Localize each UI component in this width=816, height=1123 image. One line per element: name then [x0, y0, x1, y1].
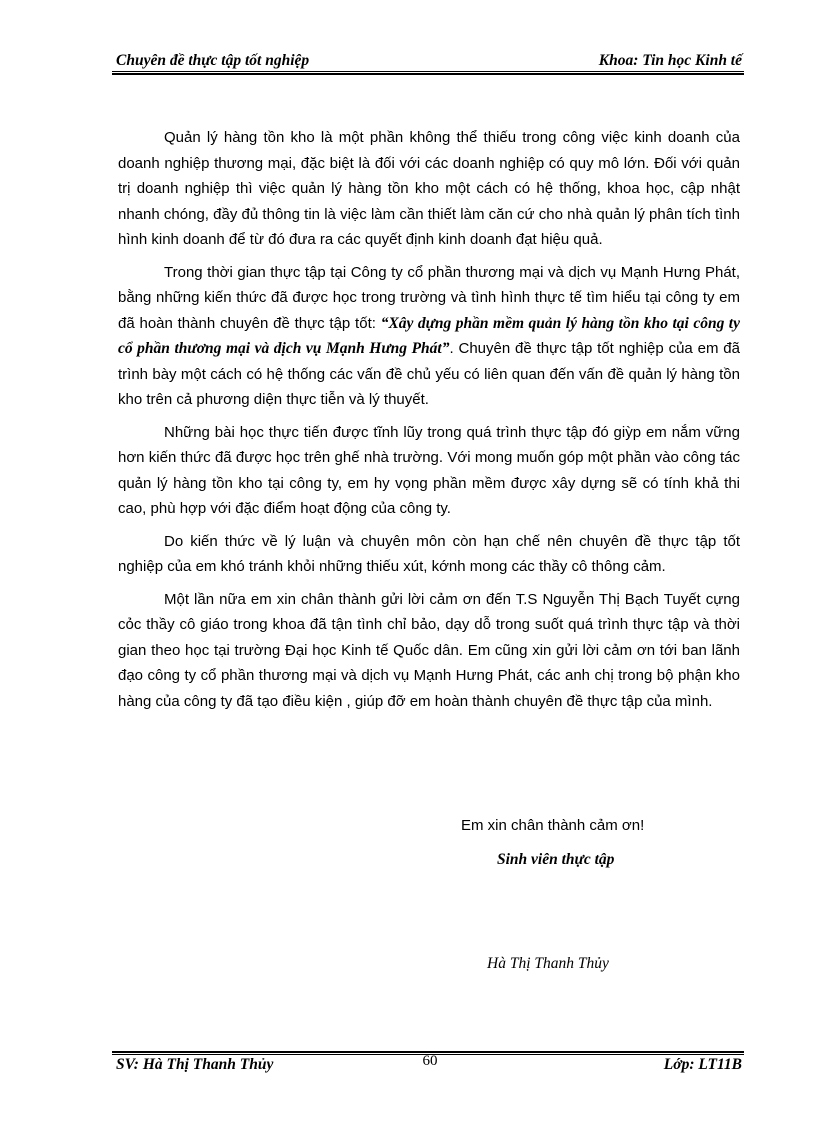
- page-number: 60: [422, 1053, 438, 1069]
- body-text: [118, 125, 740, 721]
- paragraph-3: Những bài học thực tiến được tĩnh lũy trong quá trình thực tập đó giỳp em nắm vững hơn kiến thức đã được học trên ghế nhà trường. Với mong muốn góp một phần vào công tác quản lý hàng tồn kho tại công ty, em hy vọng phần mềm được xây dựng sẽ có tính khả thi cao, phù hợp với đặc điểm hoạt động của công ty.: [118, 423, 740, 517]
- footer-student: SV: Hà Thị Thanh Thủy: [116, 1056, 274, 1073]
- thesis-title: “Xây dựng phần mềm quản lý hàng tồn kho tại công ty cổ phần thương mại và dịch vụ Mạnh Hưng Phát”: [118, 314, 740, 357]
- signer-name: Hà Thị Thanh Thủy: [487, 955, 609, 972]
- paragraph-2: [118, 260, 740, 413]
- footer-class: Lớp: LT11B: [663, 1056, 742, 1073]
- header-title: Chuyên đề thực tập tốt nghiệp: [116, 52, 310, 69]
- header-faculty: Khoa: Tin học Kinh tế: [598, 52, 742, 69]
- signer-role: Sinh viên thực tập: [497, 851, 615, 868]
- closing-thanks: Em xin chân thành cảm ơn!: [461, 817, 645, 834]
- paragraph-1: Quản lý hàng tồn kho là một phần không thể thiếu trong công việc kinh doanh của doanh nghiệp thương mại, đặc biệt là đối với các doanh nghiệp có quy mô lớn. Đối với quản trị doanh nghiệp thì việc quản lý hàng tồn kho một cách có hệ thống, khoa học, cập nhật nhanh chóng, đầy đủ thông tin là việc làm cần thiết làm căn cứ cho nhà quản lý phân tích tình hình kinh doanh để từ đó đưa ra các quyết định kinh doanh đạt hiệu quả.: [118, 129, 740, 248]
- paragraph-2-rest: . Chuyên đề thực tập tốt nghiệp của em đã trình bày một cách có hệ thống các vấn đề chủ yếu có liên quan đến vấn đề quản lý hàng tồn kho trên cả phương diện thực tiễn và lý thuyết.: [118, 340, 740, 408]
- page-header: [116, 48, 742, 70]
- paragraph-2-intro: Trong thời gian thực tập tại Công ty cổ phần thương mại và dịch vụ Mạnh Hưng Phát, bằng những kiến thức đã được học trong trường và tình hình thực tế tìm hiểu tại công ty em đã hoàn thành chuyên đề thực tập tốt:: [118, 263, 740, 332]
- paragraph-5: Một lần nữa em xin chân thành gửi lời cảm ơn đến T.S Nguyễn Thị Bạch Tuyết cựng cỏc thầy cô giáo trong khoa đã tận tình chỉ bảo, dạy dỗ trong suốt quá trình thực tập và thời gian theo học tại trường Đại học Kinh tế Quốc dân. Em cũng xin gửi lời cảm ơn tới ban lãnh đạo công ty cổ phần thương mại và dịch vụ Mạnh Hưng Phát, các anh chị trong bộ phận kho hàng của công ty đã tạo điều kiện , giúp đỡ em hoàn thành chuyên đề thực tập của mình.: [118, 590, 740, 710]
- paragraph-4: Do kiến thức về lý luận và chuyên môn còn hạn chế nên chuyên đề thực tập tốt nghiệp của em khó tránh khỏi những thiếu xút, kớnh mong các thầy cô thông cảm.: [118, 532, 740, 575]
- header-rule: [112, 71, 744, 75]
